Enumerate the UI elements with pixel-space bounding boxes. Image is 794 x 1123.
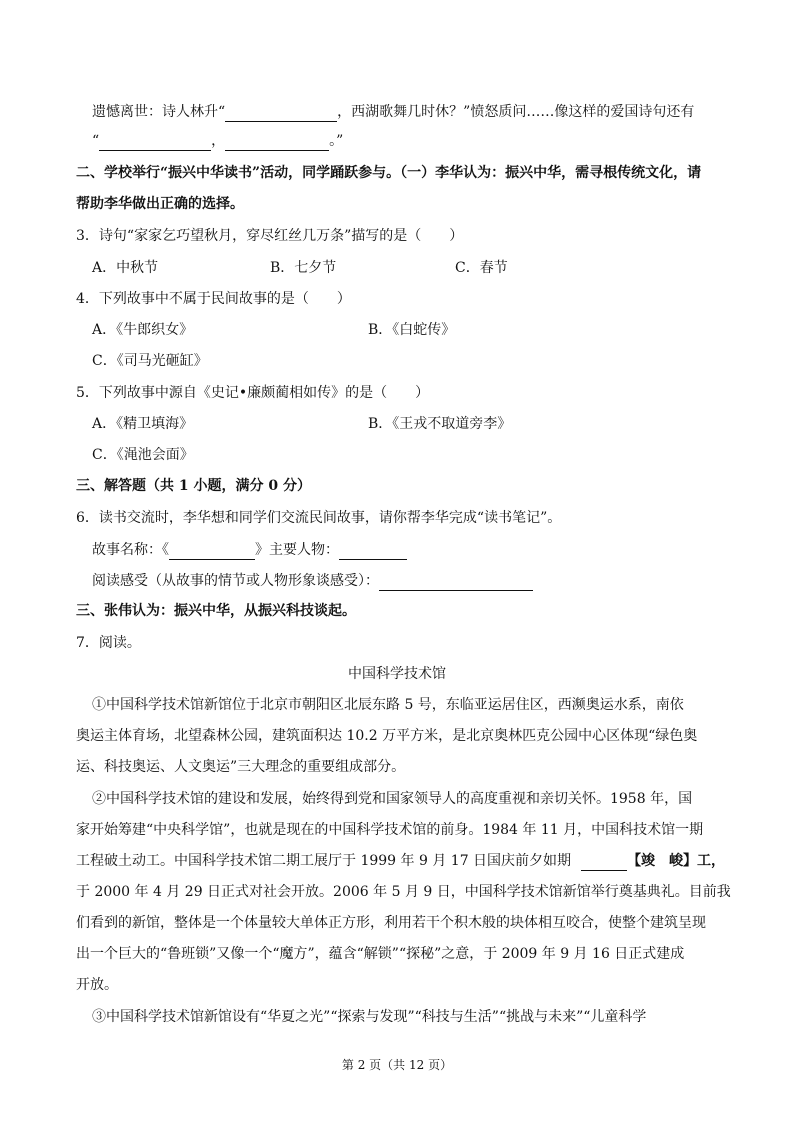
question-5-option-a[interactable]: A．《精卫填海》 bbox=[92, 416, 194, 432]
question-3-option-c[interactable]: C．春节 bbox=[455, 260, 508, 276]
intro-quote-open: “ bbox=[92, 133, 100, 149]
passage-p2-line-3 bbox=[76, 851, 725, 871]
question-5-option-c[interactable]: C．《渑池会面》 bbox=[92, 447, 194, 463]
blank-verse-2[interactable] bbox=[225, 134, 329, 151]
intro-comma: ， bbox=[211, 133, 226, 149]
main-character-label: 》主要人物： bbox=[255, 542, 339, 558]
intro-quote-close: 。” bbox=[329, 133, 344, 149]
question-3-option-a[interactable]: A．中秋节 bbox=[92, 260, 159, 276]
passage-p2-line-4: 于 2000 年 4 月 29 日正式对社会开放。2006 年 5 月 9 日，中国科学技术馆新馆举行奠基典礼。目前我 bbox=[76, 884, 731, 900]
section-3-heading: 三、解答题（共 1 小题，满分 0 分） bbox=[76, 478, 311, 494]
blank-poem-line[interactable] bbox=[225, 105, 337, 122]
passage-p1-line-3: 运、科技奥运、人文奥运”三大理念的重要组成部分。 bbox=[76, 759, 406, 775]
question-3-stem: 3．诗句“家家乞巧望秋月，穿尽红丝几万条”描写的是（ ） bbox=[76, 228, 464, 244]
question-5-stem: 5．下列故事中源自《史记•廉颇蔺相如传》的是（ ） bbox=[76, 385, 430, 401]
reading-feeling-blank[interactable] bbox=[379, 574, 533, 591]
passage-p2-line-6: 出一个巨大的“鲁班锁”又像一个“魔方”，蕴含“解锁”“探秘”之意，于 2009 年 9 月 16 日正式建成 bbox=[76, 946, 685, 962]
passage-p2-line-3-text: 工程破土动工。中国科学技术馆二期工展厅于 1999 年 9 月 17 日国庆前夕如期 bbox=[76, 853, 572, 869]
question-4-option-b[interactable]: B．《白蛇传》 bbox=[368, 322, 456, 338]
question-4-option-a[interactable]: A．《牛郎织女》 bbox=[92, 322, 194, 338]
question-3-option-b[interactable]: B．七夕节 bbox=[270, 260, 337, 276]
story-name-label: 故事名称：《 bbox=[92, 542, 169, 558]
reading-feeling-label: 阅读感受（从故事的情节或人物形象谈感受）： bbox=[92, 573, 379, 589]
blank-verse-1[interactable] bbox=[99, 134, 211, 151]
reading-note-line-1 bbox=[92, 540, 407, 560]
passage-p2-line-5: 们看到的新馆，整体是一个体量较大单体正方形，利用若干个积木般的块体相互咬合，使整个建筑呈现 bbox=[76, 915, 706, 931]
passage-p1-line-1: ①中国科学技术馆新馆位于北京市朝阳区北辰东路 5 号，东临亚运居住区，西濒奥运水系，南依 bbox=[92, 697, 684, 713]
page-footer: 第 2 页（共 12 页） bbox=[341, 1058, 453, 1072]
passage-title: 中国科学技术馆 bbox=[348, 666, 446, 682]
passage-p2-line-2: 家开始筹建“中央科学馆”，也就是现在的中国科学技术馆的前身。1984 年 11 月，中国科技术馆一期 bbox=[76, 822, 704, 838]
question-5-option-b[interactable]: B．《王戎不取道旁李》 bbox=[368, 416, 512, 432]
intro-text-1b: ，西湖歌舞几时休？”愤怒质问……像这样的爱国诗句还有 bbox=[337, 104, 695, 120]
question-7-stem: 7．阅读。 bbox=[76, 635, 141, 651]
intro-line-2 bbox=[92, 131, 343, 151]
section-2-heading-2: 帮助李华做出正确的选择。 bbox=[76, 196, 244, 212]
reading-note-line-2 bbox=[92, 571, 533, 591]
intro-text-1a: 遗憾离世：诗人林升“ bbox=[92, 104, 226, 120]
blank-completion-word[interactable] bbox=[581, 854, 627, 871]
question-4-stem: 4．下列故事中不属于民间故事的是（ ） bbox=[76, 291, 351, 307]
section-2-heading-1: 二、学校举行“振兴中华读书”活动，同学踊跃参与。（一）李华认为：振兴中华，需寻根传统文化，请 bbox=[76, 165, 702, 181]
intro-line-1 bbox=[92, 102, 694, 122]
question-6-stem: 6．读书交流时，李华想和同学们交流民间故事，请你帮李华完成“读书笔记”。 bbox=[76, 510, 562, 526]
main-character-blank[interactable] bbox=[339, 543, 407, 560]
story-name-blank[interactable] bbox=[169, 543, 255, 560]
passage-p1-line-2: 奥运主体育场，北望森林公园，建筑面积达 10.2 万平方米，是北京奥林匹克公园中心区体现“绿色奥 bbox=[76, 728, 698, 744]
passage-p2-line-1: ②中国科学技术馆的建设和发展，始终得到党和国家领导人的高度重视和亲切关怀。1958 年，国 bbox=[92, 791, 693, 807]
section-3b-heading: 三、张伟认为：振兴中华，从振兴科技谈起。 bbox=[76, 603, 356, 619]
passage-p2-line-7: 开放。 bbox=[76, 977, 118, 993]
passage-p3-line-1: ③中国科学技术馆新馆设有“华夏之光”“探索与发现”“科技与生活”“挑战与未来”“儿童科学 bbox=[92, 1009, 647, 1025]
word-choice-bracket: 【竣 峻】工， bbox=[627, 853, 726, 869]
question-4-option-c[interactable]: C．《司马光砸缸》 bbox=[92, 353, 208, 369]
